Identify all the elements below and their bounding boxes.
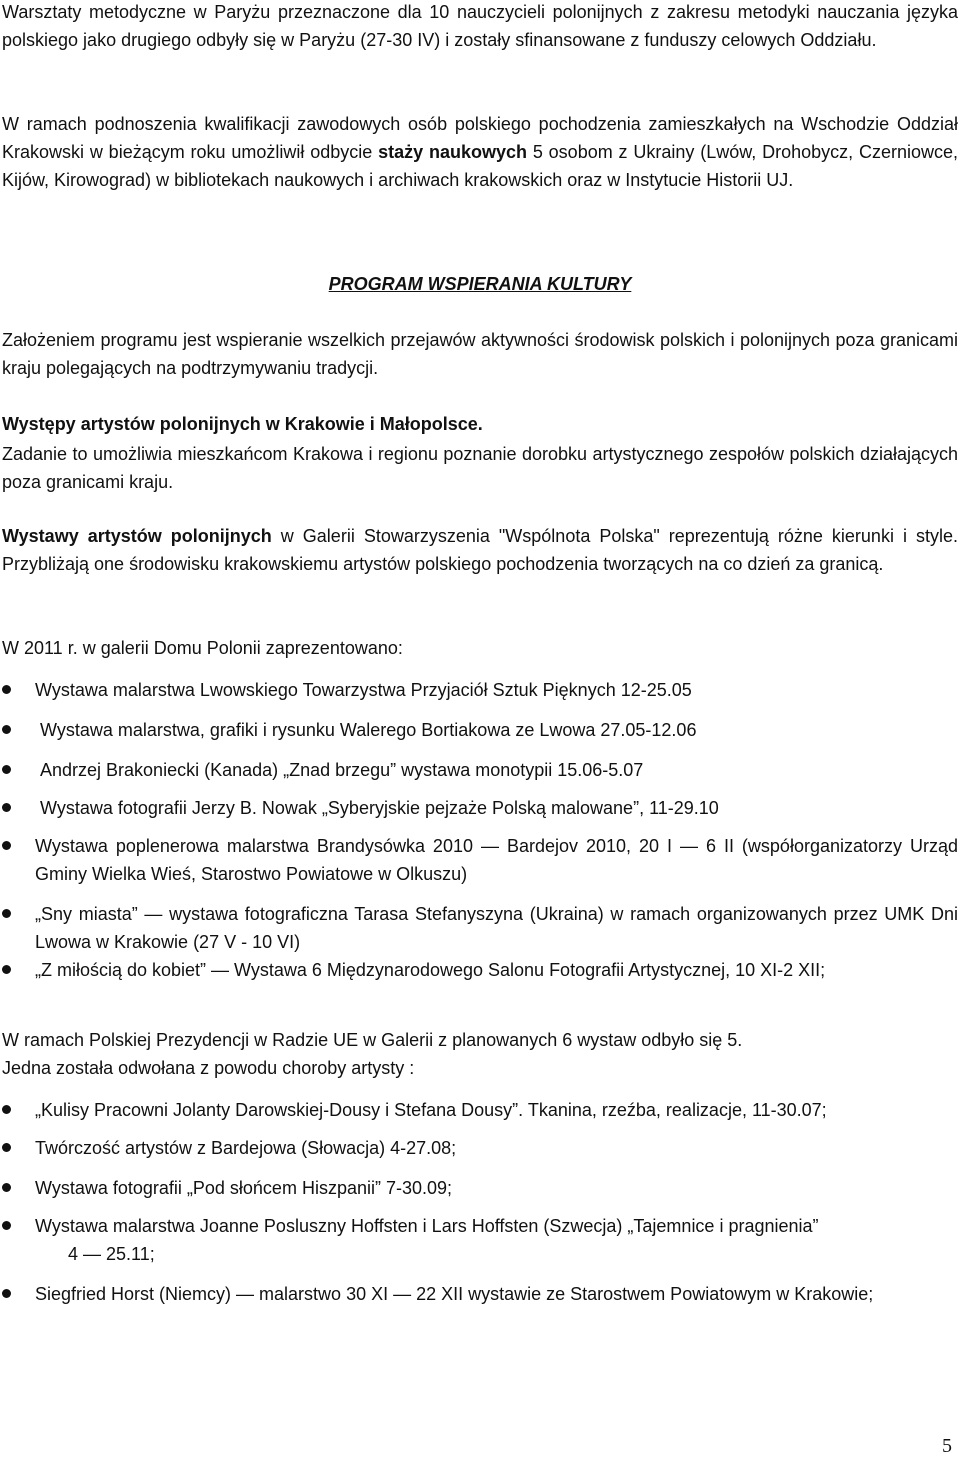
page-number: 5	[942, 1435, 952, 1457]
internships-bold: staży naukowych	[378, 142, 527, 162]
presidency-line-2: Jedna została odwołana z powodu choroby artysty :	[2, 1058, 415, 1078]
bullet-icon	[2, 1183, 11, 1192]
bullet-icon	[2, 1143, 11, 1152]
bullet-icon	[2, 803, 11, 812]
paragraph-program-assumption: Założeniem programu jest wspieranie wszelkich przejawów aktywności środowisk polskich i polonijnych poza granicami kraju polegających na podtrzymywaniu tradycji.	[2, 330, 958, 378]
paragraph-performances: Zadanie to umożliwia mieszkańcom Krakowa i regionu poznanie dorobku artystycznego zespołów polskich działających poza granicami kraju.	[2, 444, 958, 492]
bullet-icon	[2, 909, 11, 918]
bullet-icon	[2, 765, 11, 774]
paragraph-workshops: Warsztaty metodyczne w Paryżu przeznaczone dla 10 nauczycieli polonijnych z zakresu metodyki nauczania języka polskiego jako drugiego odbyły się w Paryżu (27-30 IV) i zostały sfinansowane z funduszy celowych Oddziału.	[2, 2, 958, 50]
list-item-line-2: 4 — 25.11;	[68, 1244, 155, 1264]
section-heading: PROGRAM WSPIERANIA KULTURY	[328, 274, 632, 294]
list-item-line-1: Wystawa malarstwa Joanne Posluszny Hoffsten i Lars Hoffsten (Szwecja) „Tajemnice i pragnienia”	[35, 1216, 819, 1236]
presidency-line-1: W ramach Polskiej Prezydencji w Radzie UE w Galerii z planowanych 6 wystaw odbyło się 5.	[2, 1030, 743, 1050]
document-page: Warsztaty metodyczne w Paryżu przeznaczone dla 10 nauczycieli polonijnych z zakresu metodyki nauczania języka polskiego jako drugiego odbyły się w Paryżu (27-30 IV) i zostały sfinansowane z funduszy celowych Oddziału. W ramach podnoszenia kwalifikacji zawodowych osób polskiego pochodzenia zamieszkałych na Wschodzie Oddział Krakowski w bieżącym roku umożliwił odbycie staży naukowych 5 osobom z Ukrainy (Lwów, Drohobycz, Czerniowce, Kijów, Kirowograd) w bibliotekach naukowych i archiwach krakowskich oraz w Instytucie Historii UJ. PROGRAM WSPIERANIA KULTURY Założeniem programu jest wspieranie wszelkich przejawów aktywności środowisk polskich i polonijnych poza granicami kraju polegających na podtrzymywaniu tradycji. Występy artystów polonijnych w Krakowie i Małopolsce. Zadanie to umożliwia mieszkańcom Krakowa i regionu poznanie dorobku artystycznego zespołów polskich działających poza granicami kraju. Wystawy artystów polonijnych w Galerii Stowarzyszenia "Wspólnota Polska" reprezentują różne kierunki i style. Przybliżają one środowisku krakowskiemu artystów polskiego pochodzenia tworzących na co dzień za granicą. W 2011 r. w galerii Domu Polonii zaprezentowano: Wystawa malarstwa Lwowskiego Towarzystwa Przyjaciół Sztuk Pięknych 12-25.05 Wystawa malarstwa, grafiki i rysunku Walerego Bortiakowa ze Lwowa 27.05-12.06 Andrzej Brakoniecki (Kanada) „Znad brzegu” wystawa monotypii 15.06-5.07 Wystawa fotografii Jerzy B. Nowak „Syberyjskie pejzaże Polską malowane”, 11-29.10 Wystawa poplenerowa malarstwa Brandysówka 2010 — Bardejov 2010, 20 I — 6 II (współorganizatorzy Urząd Gminy Wielka Wieś, Starostwo Powiatowe w Olkuszu) „Sny miasta” — wystawa fotograficzna Tarasa Stefanyszyna (Ukraina) w ramach organizowanych przez UMK Dni Lwowa w Krakowie (27 V - 10 VI) „Z miłością do kobiet” — Wystawa 6 Międzynarodowego Salonu Fotografii Artystycznej, 10 XI-2 XII; W ramach Polskiej Prezydencji w Radzie UE w Galerii z planowanych 6 wystaw odbyło się 5. Jedna została odwołana z powodu choroby artysty : „Kulisy Pracowni Jolanty Darowskiej-Dousy i Stefana Dousy”. Tkanina, rzeźba, realizacje, 11-30.07; Twórczość artystów z Bardejowa (Słowacja) 4-27.08; Wystawa fotografii „Pod słońcem Hiszpanii” 7-30.09; Wystawa malarstwa Joanne Posluszny Hoffsten i Lars Hoffsten (Szwecja) „Tajemnice i pragnienia” 4 — 25.11; Siegfried Horst (Niemcy) — malarstwo 30 XI — 22 XII wystawie ze Starostwem Powiatowym w Krakowie; 5	[0, 0, 960, 1462]
bullet-icon	[2, 725, 11, 734]
internships-text-end: 5 osobom z Ukrainy (Lwów, Drohobycz, Czerniowce, Kijów, Kirowograd) w bibliotekach naukowych i archiwach krakowskich oraz w Instytucie Historii UJ.	[2, 142, 958, 190]
bullet-icon	[2, 841, 11, 850]
performances-title: Występy artystów polonijnych w Krakowie i Małopolsce.	[2, 414, 483, 434]
bullet-icon	[2, 1105, 11, 1114]
paragraph-2011-intro: W 2011 r. w galerii Domu Polonii zaprezentowano:	[2, 638, 403, 658]
internships-text-start: W ramach podnoszenia kwalifikacji zawodowych osób polskiego pochodzenia zamieszkałych na Wschodzie Oddział Krakowski w bieżącym roku umożliwił odbycie	[2, 114, 958, 162]
bullet-icon	[2, 965, 11, 974]
paragraph-presidency	[2, 1026, 958, 1082]
bullet-icon	[2, 1289, 11, 1298]
paragraph-exhibitions	[2, 522, 958, 578]
bullet-icon	[2, 685, 11, 694]
paragraph-internships	[2, 110, 958, 194]
exhibitions-bold: Wystawy artystów polonijnych	[2, 526, 272, 546]
bullet-icon	[2, 1221, 11, 1230]
exhibitions-text: w Galerii Stowarzyszenia "Wspólnota Polska" reprezentują różne kierunki i style. Przybliżają one środowisku krakowskiemu artystów polskiego pochodzenia tworzących na co dzień za granicą.	[2, 526, 958, 574]
